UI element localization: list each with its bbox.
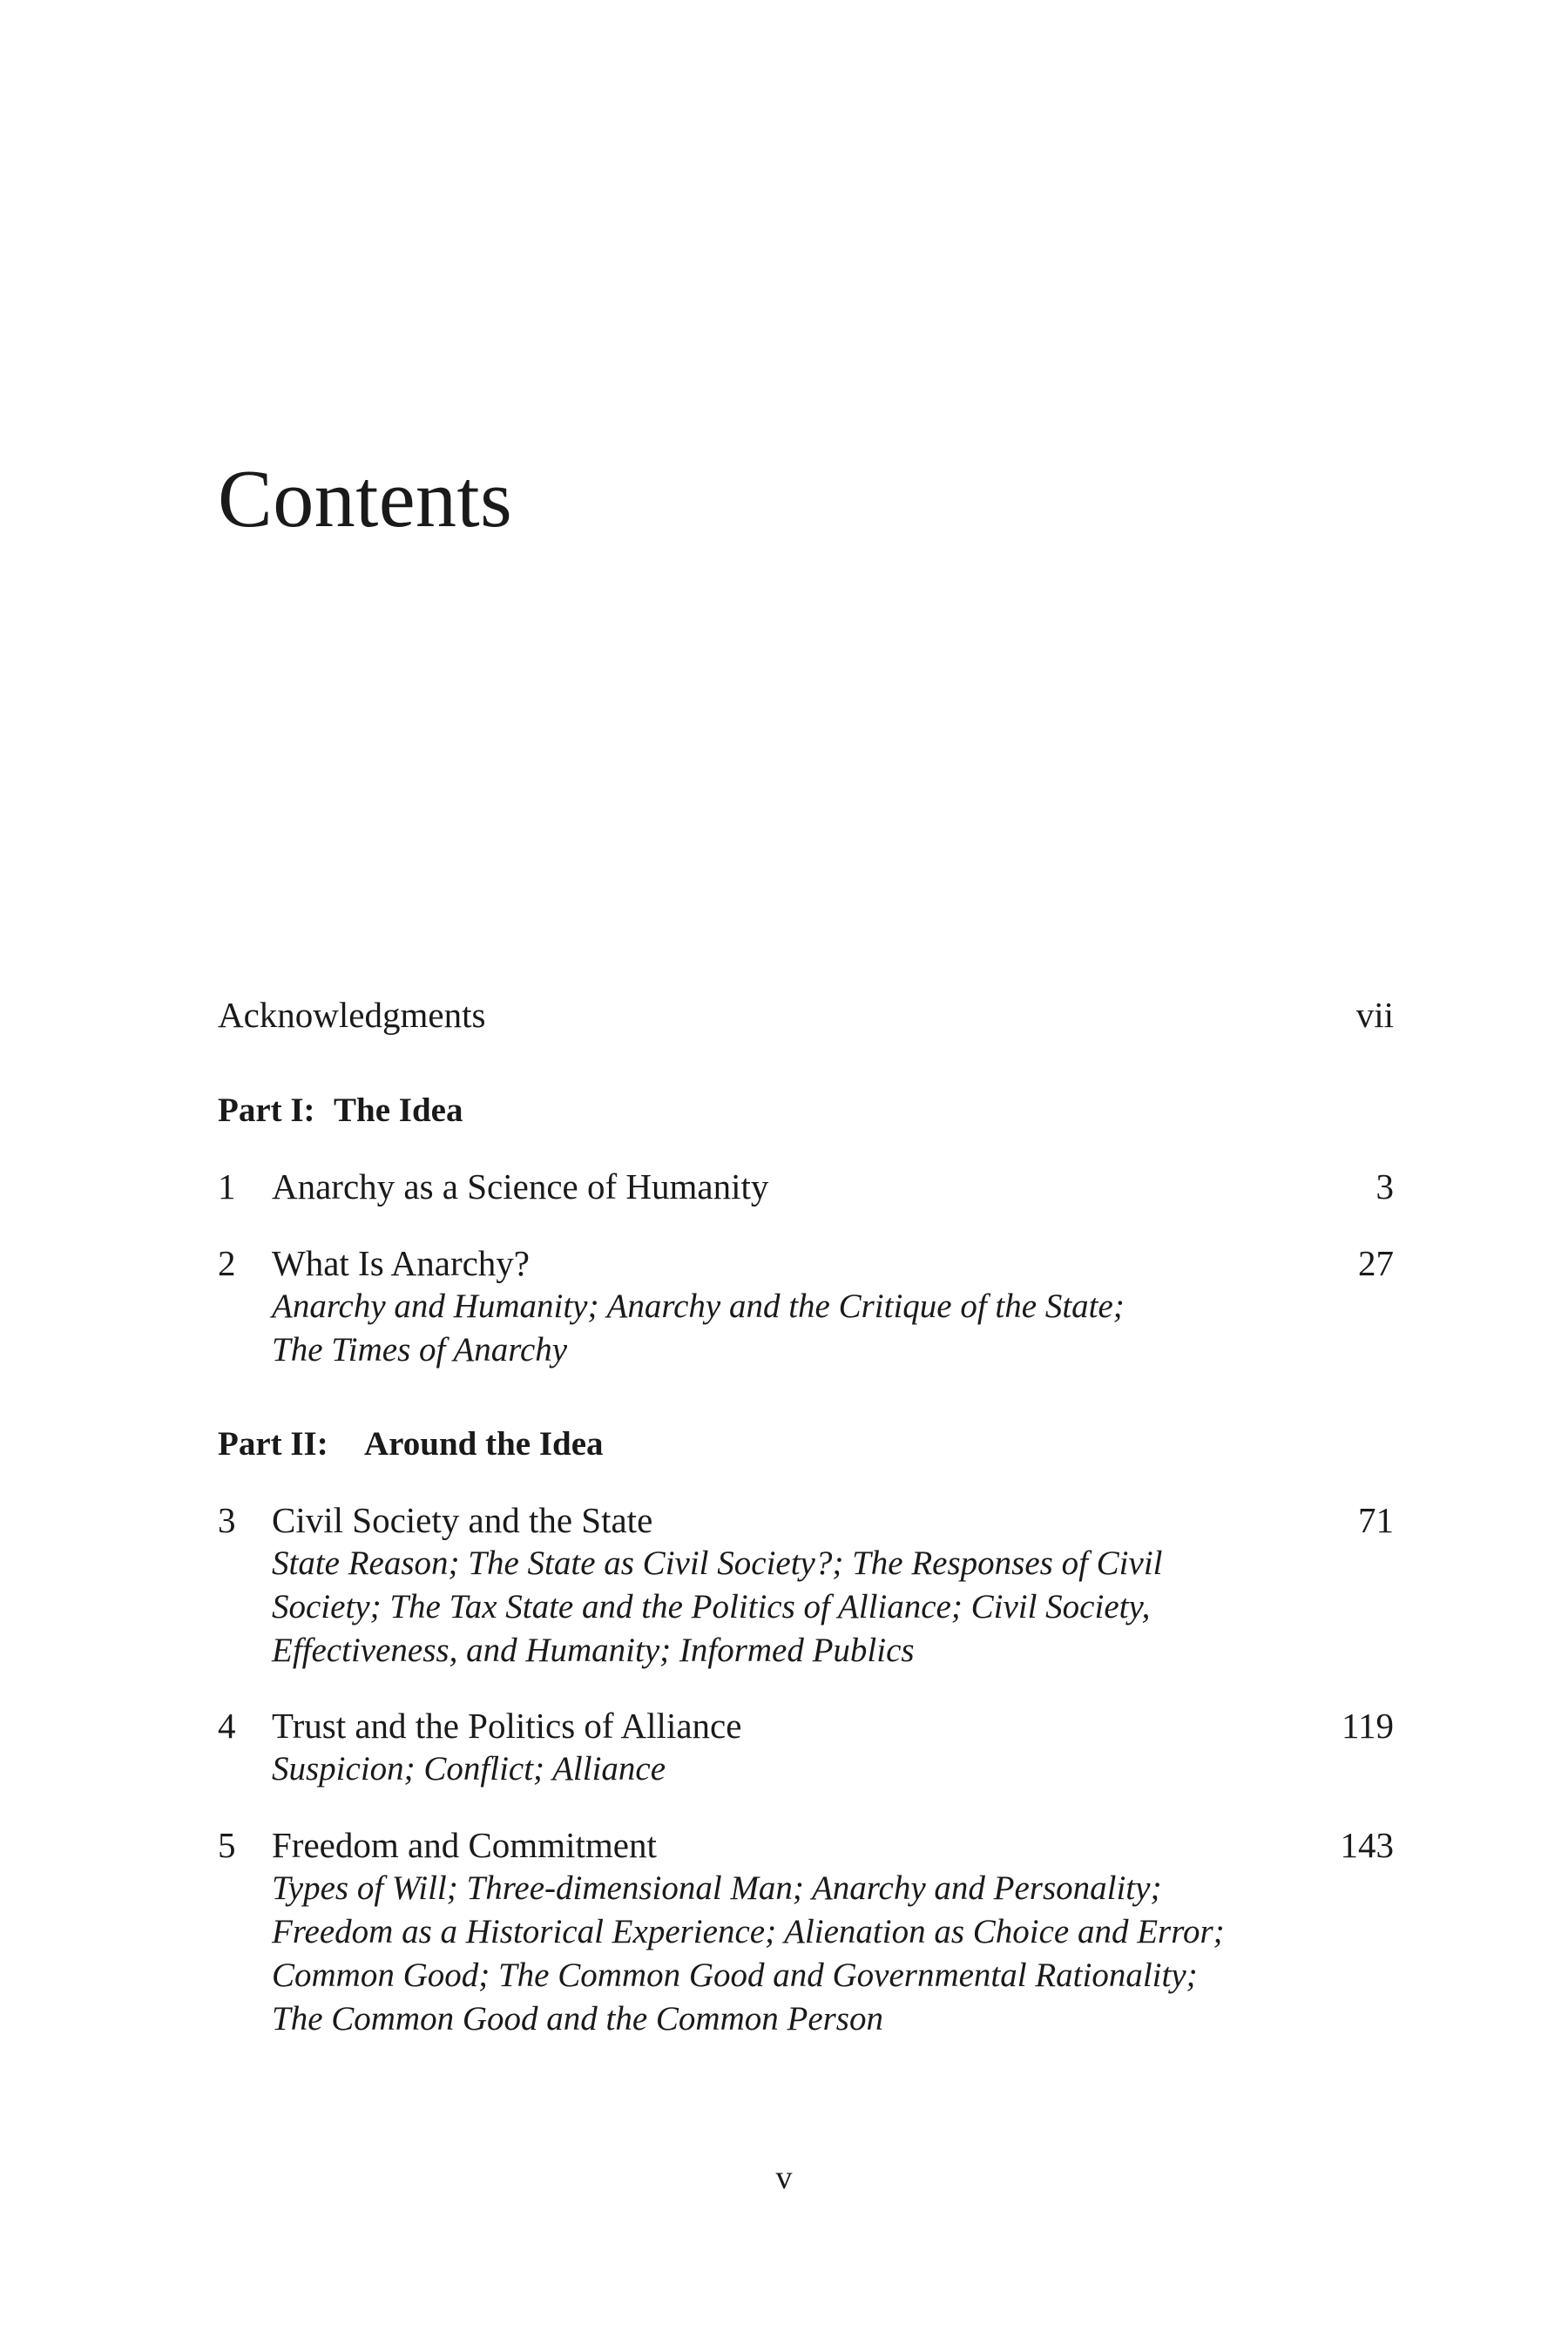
chapter-subtopics-4 <box>272 1747 1274 1791</box>
chapter-page: 119 <box>1342 1706 1394 1746</box>
subtopic-line: The Common Good and the Common Person <box>272 2000 883 2038</box>
subtopic-line: Anarchy and Humanity; Anarchy and the Critique of the State; <box>272 1288 1125 1325</box>
chapter-page: 3 <box>1375 1166 1394 1206</box>
subtopic-line: Freedom as a Historical Experience; Alienation as Choice and Error; <box>272 1913 1225 1950</box>
chapter-title: Civil Society and the State <box>272 1500 653 1540</box>
subtopic-line: State Reason; The State as Civil Society?; The Responses of Civil <box>272 1544 1163 1582</box>
chapter-subtopics-2 <box>272 1285 1274 1372</box>
part-label: Part I: <box>218 1092 315 1129</box>
chapter-title: What Is Anarchy? <box>272 1243 530 1283</box>
chapter-subtopics-3 <box>272 1542 1274 1673</box>
chapter-title: Anarchy as a Science of Humanity <box>272 1166 769 1206</box>
chapter-page: 143 <box>1340 1825 1394 1865</box>
chapter-number: 2 <box>218 1243 236 1283</box>
chapter-number: 4 <box>218 1706 236 1746</box>
chapter-number: 5 <box>218 1825 236 1865</box>
subtopic-line: The Times of Anarchy <box>272 1331 568 1369</box>
chapter-page: 27 <box>1358 1243 1394 1283</box>
page-title: Contents <box>218 454 513 544</box>
subtopic-line: Effectiveness, and Humanity; Informed Publics <box>272 1632 915 1669</box>
part-title: The Idea <box>334 1092 463 1129</box>
chapter-number: 1 <box>218 1166 236 1206</box>
subtopic-line: Types of Will; Three-dimensional Man; Anarchy and Personality; <box>272 1869 1162 1907</box>
part-title: Around the Idea <box>364 1425 604 1463</box>
chapter-title: Trust and the Politics of Alliance <box>272 1706 742 1746</box>
subtopic-line: Society; The Tax State and the Politics of Alliance; Civil Society, <box>272 1588 1151 1625</box>
chapter-subtopics-5 <box>272 1867 1274 2041</box>
part-label: Part II: <box>218 1425 328 1463</box>
chapter-number: 3 <box>218 1500 236 1540</box>
chapter-page: 71 <box>1358 1500 1394 1540</box>
subtopic-line: Suspicion; Conflict; Alliance <box>272 1750 666 1788</box>
subtopic-line: Common Good; The Common Good and Governmental Rationality; <box>272 1957 1198 1994</box>
toc-entry-page: vii <box>1355 995 1394 1035</box>
chapter-title: Freedom and Commitment <box>272 1825 657 1865</box>
toc-entry-title: Acknowledgments <box>218 995 486 1035</box>
page-number: v <box>775 2159 793 2196</box>
